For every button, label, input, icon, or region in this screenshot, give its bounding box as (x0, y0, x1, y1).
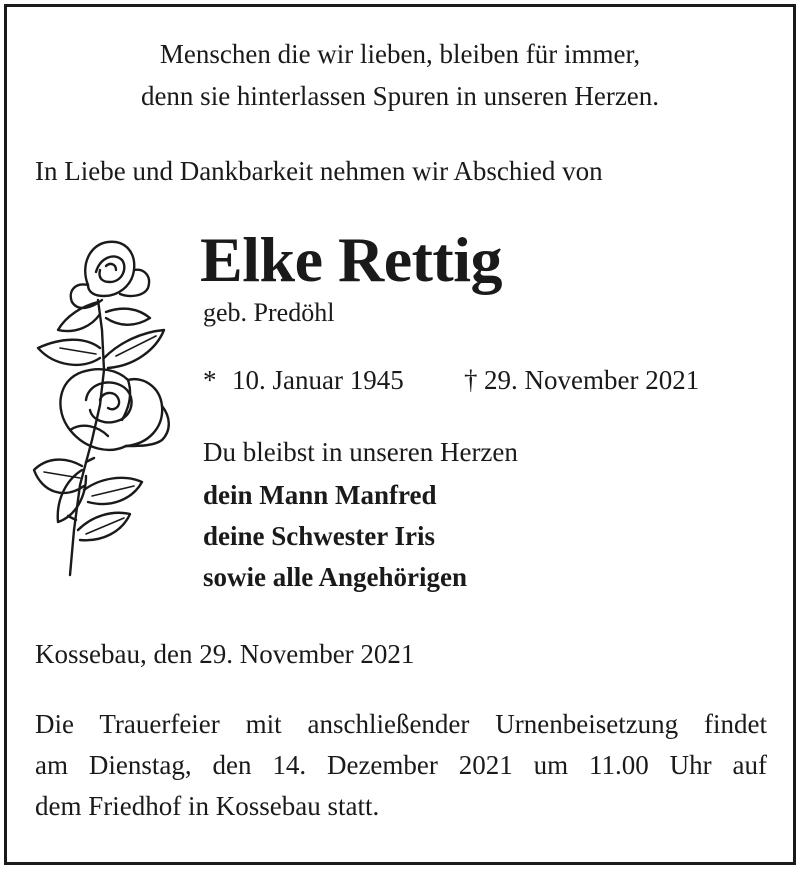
birth-symbol: * (203, 365, 217, 395)
mourner-line: sowie alle Angehörigen (203, 562, 467, 592)
death-symbol: † (464, 365, 478, 395)
funeral-info (35, 704, 767, 827)
funeral-line: am Dienstag, den 14. Dezember 2021 um 11.00 Uhr auf (35, 750, 767, 780)
death-date: 29. November 2021 (484, 365, 700, 395)
place-date: Kossebau, den 29. November 2021 (35, 639, 415, 669)
mourner-line: dein Mann Manfred (203, 480, 437, 510)
funeral-line: Die Trauerfeier mit anschließender Urnenbeisetzung findet (35, 709, 767, 739)
intro-text: In Liebe und Dankbarkeit nehmen wir Abschied von (35, 156, 603, 186)
deceased-name: Elke Rettig (200, 224, 502, 295)
rose-icon (30, 230, 180, 580)
signoff-intro: Du bleibst in unseren Herzen (203, 437, 518, 467)
funeral-line: dem Friedhof in Kossebau statt. (35, 791, 380, 821)
mourner-line: deine Schwester Iris (203, 521, 435, 551)
motto-line-1: Menschen die wir lieben, bleiben für immer, (159, 39, 641, 69)
motto-line-2: denn sie hinterlassen Spuren in unseren Herzen. (140, 81, 660, 111)
birth-date: 10. Januar 1945 (232, 365, 404, 395)
rose-bud-top (85, 242, 134, 296)
maiden-name: geb. Predöhl (203, 298, 335, 327)
